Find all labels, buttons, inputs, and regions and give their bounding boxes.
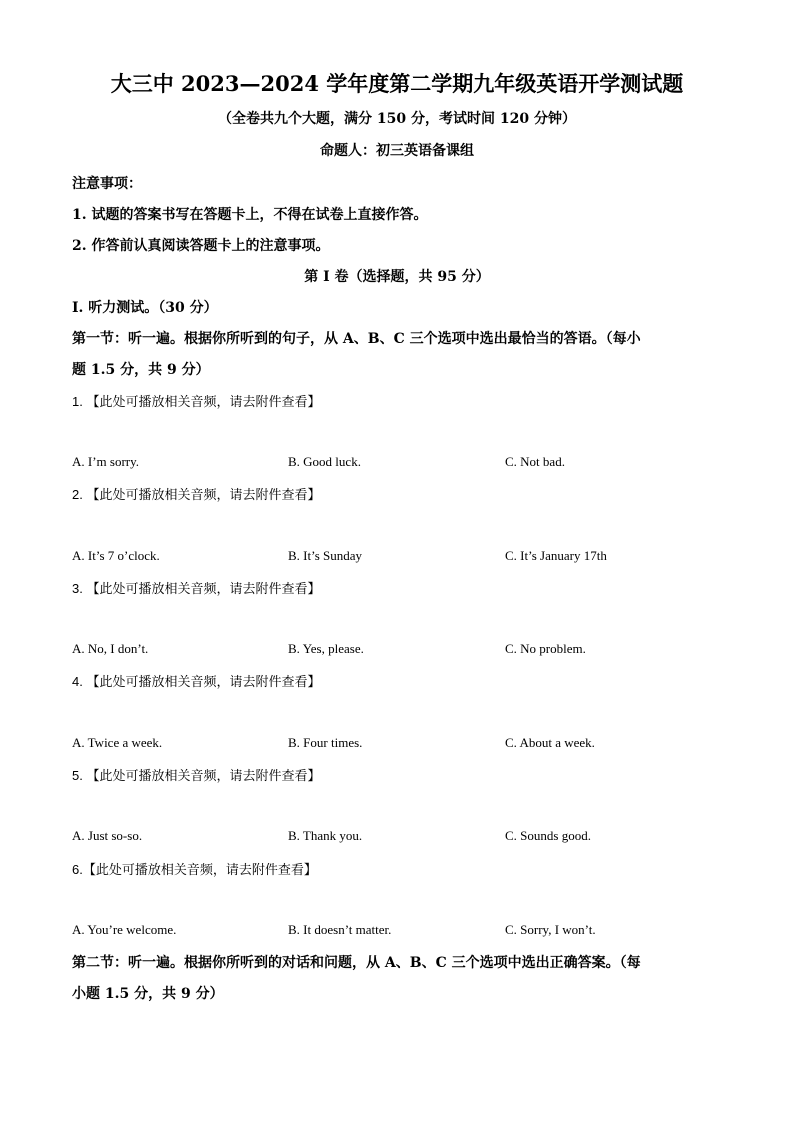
- notes-heading: 注意事项：: [72, 176, 142, 192]
- option-c: C. No problem.: [505, 641, 586, 656]
- section-instructions: 小题 1.5 分，共 9 分）: [72, 986, 224, 1002]
- page-title: 大三中 2023—2024 学年度第二学期九年级英语开学测试题: [110, 71, 684, 96]
- option-a: A. Twice a week.: [72, 735, 163, 750]
- question-number: 5. 【此处可播放相关音频，请去附件查看】: [72, 768, 321, 783]
- option-c: C. It’s January 17th: [505, 548, 607, 563]
- option-b: B. It’s Sunday: [288, 548, 363, 563]
- option-c: C. Not bad.: [505, 454, 565, 469]
- part-heading: Ⅰ. 听力测试。（30 分）: [72, 300, 218, 316]
- notes-item: 1. 试题的答案书写在答题卡上，不得在试卷上直接作答。: [72, 207, 428, 223]
- section-instructions: 第二节：听一遍。根据你所听到的对话和问题，从 A、B、C 三个选项中选出正确答案。（每: [72, 955, 641, 971]
- option-a: A. Just so-so.: [72, 828, 143, 843]
- notes-item: 2. 作答前认真阅读答题卡上的注意事项。: [72, 238, 330, 254]
- option-a: A. You’re welcome.: [72, 922, 177, 937]
- option-b: B. Good luck.: [288, 454, 361, 469]
- question-number: 4. 【此处可播放相关音频，请去附件查看】: [72, 674, 321, 689]
- question-number: 6.【此处可播放相关音频，请去附件查看】: [72, 862, 317, 877]
- question-number: 2. 【此处可播放相关音频，请去附件查看】: [72, 487, 321, 502]
- option-b: B. It doesn’t matter.: [288, 922, 392, 937]
- option-b: B. Four times.: [288, 735, 363, 750]
- option-c: C. About a week.: [505, 735, 595, 750]
- volume-heading: 第 I 卷（选择题，共 95 分）: [304, 269, 490, 285]
- option-b: B. Thank you.: [288, 828, 363, 843]
- section-instructions: 题 1.5 分，共 9 分）: [72, 362, 210, 378]
- exam-subtitle: （全卷共九个大题，满分 150 分，考试时间 120 分钟）: [218, 111, 576, 127]
- question-number: 3. 【此处可播放相关音频，请去附件查看】: [72, 581, 321, 596]
- section-instructions: 第一节：听一遍。根据你所听到的句子，从 A、B、C 三个选项中选出最恰当的答语。（每小: [72, 331, 641, 347]
- option-a: A. I’m sorry.: [72, 454, 140, 469]
- question-number: 1. 【此处可播放相关音频，请去附件查看】: [72, 394, 321, 409]
- option-b: B. Yes, please.: [288, 641, 364, 656]
- exam-author: 命题人：初三英语备课组: [320, 143, 474, 159]
- option-c: C. Sorry, I won’t.: [505, 922, 596, 937]
- option-a: A. It’s 7 o’clock.: [72, 548, 160, 563]
- option-c: C. Sounds good.: [505, 828, 591, 843]
- option-a: A. No, I don’t.: [72, 641, 149, 656]
